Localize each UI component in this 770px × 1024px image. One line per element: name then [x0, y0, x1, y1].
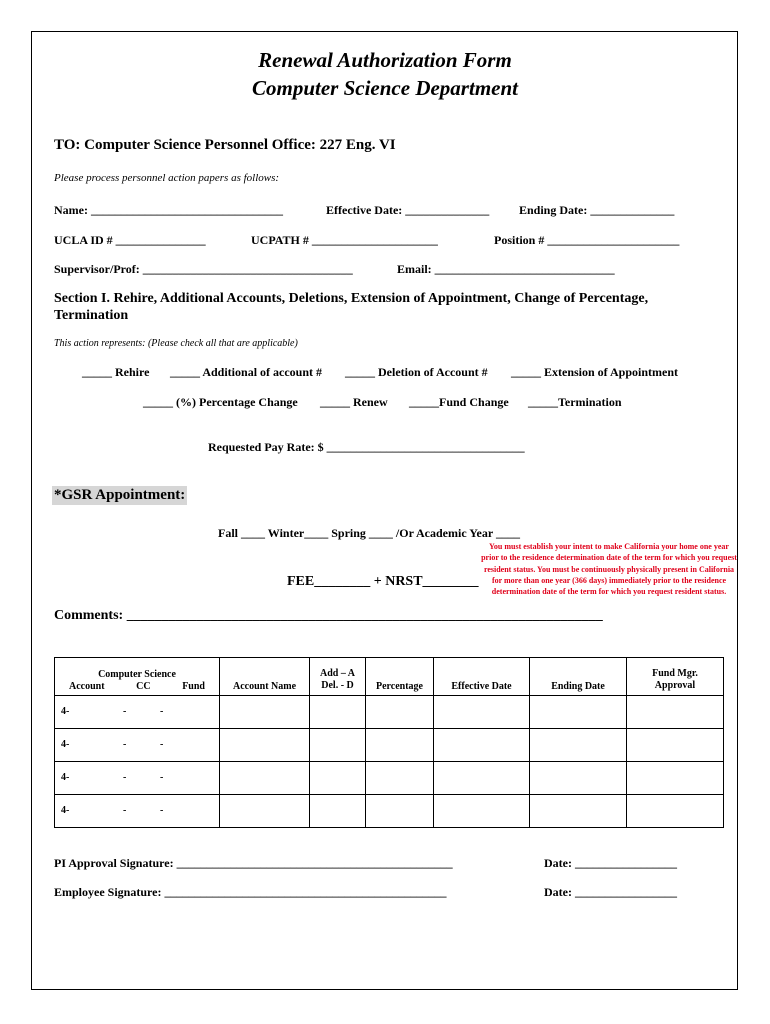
- table-row: [55, 729, 724, 762]
- effective-date-cell[interactable]: [434, 762, 530, 795]
- extension-option[interactable]: _____ Extension of Appointment: [511, 365, 679, 379]
- add-del-cell[interactable]: [310, 762, 366, 795]
- account-cell[interactable]: 4- - -: [55, 729, 220, 762]
- ending-date-cell[interactable]: [530, 795, 627, 828]
- position-field[interactable]: Position # ______________________: [494, 233, 680, 247]
- fund-mgr-approval-header: Fund Mgr. Approval: [627, 658, 724, 696]
- fee-nrst-field[interactable]: FEE________ + NRST________: [287, 574, 479, 589]
- residency-note: You must establish your intent to make California your home one year prior to the residence determination date of the term for which you request resident status. You must be continuously physically present in California for more than one year (366 days) immediately prior to the residence determination date of the term for which you request resident status.: [481, 542, 737, 597]
- table-row: [55, 762, 724, 795]
- account-table: [54, 657, 724, 828]
- effective-date-cell[interactable]: [434, 795, 530, 828]
- account-cell[interactable]: 4- - -: [55, 696, 220, 729]
- termination-option[interactable]: _____Termination: [528, 395, 622, 409]
- account-name-header: Account Name: [220, 658, 310, 696]
- table-row: [55, 696, 724, 729]
- comments-field[interactable]: Comments: ____________________________________________________________________: [54, 608, 603, 623]
- percentage-change-option[interactable]: _____ (%) Percentage Change: [143, 395, 298, 409]
- ucpath-field[interactable]: UCPATH # _____________________: [251, 233, 438, 247]
- supervisor-field[interactable]: Supervisor/Prof: ___________________________________: [54, 262, 353, 276]
- fund-change-option[interactable]: _____Fund Change: [409, 395, 509, 409]
- add-del-cell[interactable]: [310, 729, 366, 762]
- table-row: [55, 795, 724, 828]
- effective-date-header: Effective Date: [434, 658, 530, 696]
- ending-date-header: Ending Date: [530, 658, 627, 696]
- account-name-cell[interactable]: [220, 696, 310, 729]
- pay-rate-field[interactable]: Requested Pay Rate: $ _________________________________: [208, 440, 525, 454]
- pi-signature-field[interactable]: PI Approval Signature: ______________________________________________: [54, 856, 453, 870]
- approval-cell[interactable]: [627, 762, 724, 795]
- section1-note: This action represents: (Please check all that are applicable): [54, 338, 298, 349]
- percentage-cell[interactable]: [366, 729, 434, 762]
- account-name-cell[interactable]: [220, 729, 310, 762]
- ending-date-cell[interactable]: [530, 762, 627, 795]
- ucla-id-field[interactable]: UCLA ID # _______________: [54, 233, 206, 247]
- approval-cell[interactable]: [627, 696, 724, 729]
- cc-col-header: CC: [136, 681, 151, 692]
- account-cell[interactable]: 4- - -: [55, 795, 220, 828]
- effective-date-cell[interactable]: [434, 729, 530, 762]
- account-name-cell[interactable]: [220, 762, 310, 795]
- employee-date-field[interactable]: Date: _________________: [544, 885, 677, 899]
- ending-date-cell[interactable]: [530, 729, 627, 762]
- account-name-cell[interactable]: [220, 795, 310, 828]
- add-del-cell[interactable]: [310, 795, 366, 828]
- approval-cell[interactable]: [627, 729, 724, 762]
- percentage-cell[interactable]: [366, 762, 434, 795]
- percentage-header: Percentage: [366, 658, 434, 696]
- section1-heading: Section I. Rehire, Additional Accounts, Deletions, Extension of Appointment, Change of Percentage,: [54, 291, 649, 306]
- approval-cell[interactable]: [627, 795, 724, 828]
- form-title: Renewal Authorization Form: [258, 48, 512, 72]
- academic-terms-field[interactable]: Fall ____ Winter____ Spring ____ /Or Academic Year ____: [218, 526, 520, 540]
- account-cell[interactable]: 4- - -: [55, 762, 220, 795]
- percentage-cell[interactable]: [366, 696, 434, 729]
- instruction-text: Please process personnel action papers as follows:: [54, 172, 280, 184]
- pi-date-field[interactable]: Date: _________________: [544, 856, 677, 870]
- name-field[interactable]: Name: ________________________________: [54, 203, 283, 217]
- to-line: TO: Computer Science Personnel Office: 227 Eng. VI: [54, 137, 396, 153]
- ending-date-cell[interactable]: [530, 696, 627, 729]
- add-del-header: Add – A Del. - D: [310, 658, 366, 696]
- add-del-cell[interactable]: [310, 696, 366, 729]
- additional-account-option[interactable]: _____ Additional of account #: [170, 365, 323, 379]
- effective-date-cell[interactable]: [434, 696, 530, 729]
- ending-date-field[interactable]: Ending Date: ______________: [519, 203, 675, 217]
- percentage-cell[interactable]: [366, 795, 434, 828]
- renew-option[interactable]: _____ Renew: [320, 395, 388, 409]
- fund-col-header: Fund: [182, 681, 205, 692]
- effective-date-field[interactable]: Effective Date: ______________: [326, 203, 490, 217]
- rehire-option[interactable]: _____ Rehire: [82, 365, 150, 379]
- section1-heading-cont: Termination: [54, 308, 129, 323]
- department-title: Computer Science Department: [252, 76, 518, 100]
- gsr-heading: *GSR Appointment:: [54, 487, 186, 503]
- employee-signature-field[interactable]: Employee Signature: _______________________________________________: [54, 885, 447, 899]
- deletion-account-option[interactable]: _____ Deletion of Account #: [345, 365, 488, 379]
- email-field[interactable]: Email: ______________________________: [397, 262, 615, 276]
- account-col-header: Account: [69, 681, 105, 692]
- computer-science-header: Computer Science Account CC Fund: [55, 658, 220, 696]
